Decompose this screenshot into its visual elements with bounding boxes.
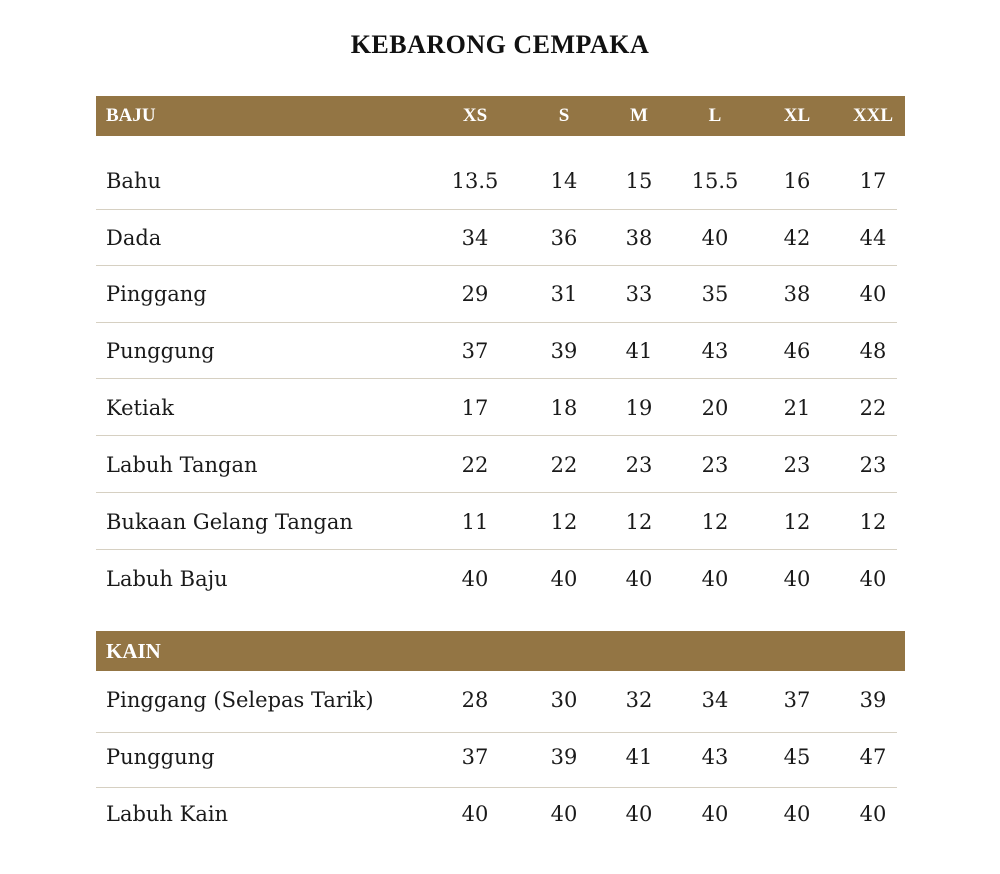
size-value: 39 bbox=[859, 688, 887, 712]
size-value: 12 bbox=[701, 510, 729, 534]
size-value: 23 bbox=[701, 453, 729, 477]
row-divider bbox=[96, 549, 897, 550]
baju-header-band bbox=[96, 96, 905, 136]
size-value: 40 bbox=[783, 567, 811, 591]
size-value: 41 bbox=[625, 339, 653, 363]
kain-header-band bbox=[96, 631, 905, 671]
size-value: 39 bbox=[550, 339, 578, 363]
row-divider bbox=[96, 492, 897, 493]
page-title: KEBARONG CEMPAKA bbox=[350, 30, 650, 59]
size-value: 40 bbox=[701, 226, 729, 250]
row-label: Labuh Kain bbox=[106, 802, 229, 826]
size-value: 22 bbox=[550, 453, 578, 477]
row-label: Labuh Tangan bbox=[106, 453, 258, 477]
size-value: 22 bbox=[461, 453, 489, 477]
size-value: 37 bbox=[783, 688, 811, 712]
size-value: 40 bbox=[783, 802, 811, 826]
size-value: 32 bbox=[625, 688, 653, 712]
size-value: 22 bbox=[859, 396, 887, 420]
row-label: Punggung bbox=[106, 745, 215, 769]
kain-section-label: KAIN bbox=[106, 638, 161, 663]
size-value: 40 bbox=[701, 802, 729, 826]
size-value: 23 bbox=[859, 453, 887, 477]
size-value: 42 bbox=[783, 226, 811, 250]
size-value: 39 bbox=[550, 745, 578, 769]
size-value: 13.5 bbox=[451, 169, 499, 193]
table-row bbox=[96, 380, 897, 436]
size-value: 48 bbox=[859, 339, 887, 363]
size-value: 33 bbox=[625, 282, 653, 306]
size-header-s: S bbox=[558, 105, 570, 126]
size-value: 37 bbox=[461, 339, 489, 363]
size-header-m: M bbox=[630, 105, 648, 126]
row-label: Punggung bbox=[106, 339, 215, 363]
size-value: 16 bbox=[783, 169, 811, 193]
size-value: 17 bbox=[461, 396, 489, 420]
size-value: 11 bbox=[461, 510, 489, 534]
row-label: Pinggang (Selepas Tarik) bbox=[106, 688, 374, 712]
table-row bbox=[96, 494, 897, 550]
row-divider bbox=[96, 378, 897, 379]
table-row bbox=[96, 437, 897, 493]
table-row bbox=[96, 551, 897, 607]
size-header-l: L bbox=[708, 105, 722, 126]
size-value: 40 bbox=[859, 802, 887, 826]
size-value: 12 bbox=[550, 510, 578, 534]
size-value: 12 bbox=[783, 510, 811, 534]
size-value: 40 bbox=[701, 567, 729, 591]
size-value: 31 bbox=[550, 282, 578, 306]
baju-section-label: BAJU bbox=[106, 105, 156, 126]
size-value: 30 bbox=[550, 688, 578, 712]
row-label: Ketiak bbox=[106, 396, 174, 420]
size-value: 47 bbox=[859, 745, 887, 769]
size-value: 34 bbox=[461, 226, 489, 250]
row-label: Bahu bbox=[106, 169, 162, 193]
size-value: 14 bbox=[550, 169, 578, 193]
table-row bbox=[96, 672, 897, 728]
size-value: 28 bbox=[461, 688, 489, 712]
size-value: 41 bbox=[625, 745, 653, 769]
size-value: 38 bbox=[783, 282, 811, 306]
size-value: 15 bbox=[625, 169, 653, 193]
table-row bbox=[96, 266, 897, 322]
table-row bbox=[96, 729, 897, 785]
table-row bbox=[96, 786, 897, 842]
size-value: 23 bbox=[625, 453, 653, 477]
size-value: 37 bbox=[461, 745, 489, 769]
size-value: 20 bbox=[701, 396, 729, 420]
row-label: Dada bbox=[106, 226, 162, 250]
size-header-xs: XS bbox=[462, 105, 488, 126]
size-value: 43 bbox=[701, 339, 729, 363]
size-value: 40 bbox=[859, 567, 887, 591]
size-value: 29 bbox=[461, 282, 489, 306]
size-value: 19 bbox=[625, 396, 653, 420]
size-value: 40 bbox=[550, 567, 578, 591]
size-value: 40 bbox=[859, 282, 887, 306]
table-row bbox=[96, 153, 897, 209]
size-value: 40 bbox=[461, 802, 489, 826]
row-divider bbox=[96, 435, 897, 436]
size-value: 12 bbox=[625, 510, 653, 534]
size-value: 40 bbox=[550, 802, 578, 826]
size-header-xxl: XXL bbox=[852, 105, 894, 126]
size-value: 46 bbox=[783, 339, 811, 363]
size-header-xl: XL bbox=[783, 105, 811, 126]
size-value: 21 bbox=[783, 396, 811, 420]
size-value: 17 bbox=[859, 169, 887, 193]
size-value: 15.5 bbox=[691, 169, 739, 193]
size-value: 38 bbox=[625, 226, 653, 250]
table-row bbox=[96, 323, 897, 379]
size-value: 45 bbox=[783, 745, 811, 769]
size-value: 35 bbox=[701, 282, 729, 306]
size-value: 23 bbox=[783, 453, 811, 477]
row-label: Labuh Baju bbox=[106, 567, 228, 591]
size-value: 18 bbox=[550, 396, 578, 420]
size-value: 40 bbox=[461, 567, 489, 591]
size-value: 43 bbox=[701, 745, 729, 769]
size-value: 34 bbox=[701, 688, 729, 712]
size-value: 44 bbox=[859, 226, 887, 250]
size-value: 12 bbox=[859, 510, 887, 534]
size-value: 40 bbox=[625, 567, 653, 591]
size-value: 40 bbox=[625, 802, 653, 826]
table-row bbox=[96, 210, 897, 266]
row-label: Pinggang bbox=[106, 282, 207, 306]
size-value: 36 bbox=[550, 226, 578, 250]
row-label: Bukaan Gelang Tangan bbox=[106, 510, 353, 534]
